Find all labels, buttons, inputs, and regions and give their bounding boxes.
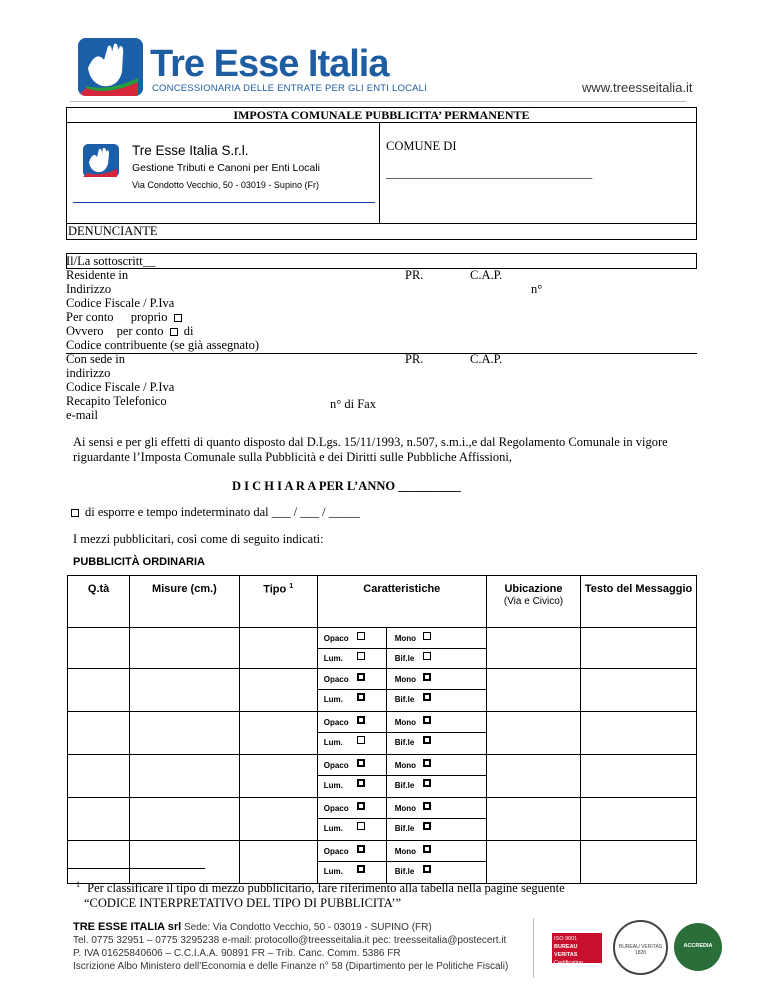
header-divider bbox=[70, 101, 686, 102]
hand-logo-icon bbox=[78, 38, 143, 96]
cell-testo[interactable] bbox=[581, 798, 697, 841]
footnote-line-2: “CODICE INTERPRETATIVO DEL TIPO DI PUBBLICITA’” bbox=[84, 896, 402, 911]
checkbox-mono[interactable] bbox=[423, 759, 431, 767]
cell-caratteristiche bbox=[317, 628, 486, 669]
cell-ubicazione[interactable] bbox=[486, 669, 580, 712]
bv-name: BUREAU VERITAS bbox=[554, 944, 578, 958]
th-tipo: Tipo $^1$ bbox=[239, 576, 317, 628]
footer-company: TRE ESSE ITALIA srl bbox=[73, 921, 182, 933]
company-footer bbox=[73, 921, 508, 973]
footer-line-3: P. IVA 01625840606 – C.C.I.A.A. 90891 FR – Trib. Canc. Comm. 5386 FR bbox=[73, 948, 401, 959]
field-codice-contribuente[interactable]: Codice contribuente (se già assegnato) bbox=[66, 338, 259, 352]
checkbox-lum[interactable] bbox=[357, 822, 365, 830]
checkbox-opaco[interactable] bbox=[357, 632, 365, 640]
small-logo bbox=[83, 144, 119, 177]
label-lum: Lum. bbox=[323, 738, 343, 747]
th-caratteristiche: Caratteristiche bbox=[317, 576, 486, 628]
field-recapito[interactable]: Recapito Telefonico bbox=[66, 394, 167, 408]
denunciante-label: DENUNCIANTE bbox=[68, 224, 158, 238]
label-mono: Mono bbox=[394, 761, 417, 770]
label-bifle: Bif.le bbox=[394, 781, 415, 790]
field-cap-2: C.A.P. bbox=[470, 352, 503, 366]
bureau-veritas-seal-icon bbox=[613, 920, 668, 975]
table-header-row bbox=[68, 576, 697, 628]
label-mono: Mono bbox=[394, 675, 417, 684]
legal-text-2: riguardante l’Imposta Comunale sulla Pubblicità e dei Diritti sulle Pubbliche Affissioni, bbox=[73, 450, 512, 464]
field-residente[interactable]: Residente in bbox=[66, 268, 129, 282]
label-lum: Lum. bbox=[323, 695, 343, 704]
checkbox-mono[interactable] bbox=[423, 845, 431, 853]
cell-testo[interactable] bbox=[581, 628, 697, 669]
cell-ubicazione[interactable] bbox=[486, 628, 580, 669]
company-desc: Gestione Tributi e Canoni per Enti Locali bbox=[132, 162, 320, 174]
field-codice-fiscale[interactable]: Codice Fiscale / P.Iva bbox=[66, 296, 175, 310]
cell-misure[interactable] bbox=[130, 712, 240, 755]
field-con-sede[interactable]: Con sede in bbox=[66, 352, 126, 366]
field-indirizzo-2[interactable]: indirizzo bbox=[66, 366, 111, 380]
th-misure: Misure (cm.) bbox=[130, 576, 240, 628]
table-row bbox=[68, 628, 697, 669]
checkbox-per-conto-di[interactable] bbox=[170, 328, 178, 336]
checkbox-bifle[interactable] bbox=[423, 822, 431, 830]
checkbox-bifle[interactable] bbox=[423, 736, 431, 744]
footer-line-2: Tel. 0775 32951 – 0775 3295238 e-mail: protocollo@treesseitalia.it pec: treesseitalia@postecert.it bbox=[73, 935, 507, 946]
row-per-conto-proprio bbox=[66, 310, 185, 325]
footer-divider bbox=[533, 918, 534, 978]
cell-ubicazione[interactable] bbox=[486, 712, 580, 755]
footer-line-4: Iscrizione Albo Ministero dell’Economia e delle Finanze n° 58 (Dipartimento per le Politiche Fiscali) bbox=[73, 961, 509, 972]
cell-inner-rule bbox=[318, 732, 486, 733]
comune-field[interactable]: _________________________________ bbox=[386, 166, 593, 180]
field-pr-2: PR. bbox=[405, 352, 424, 366]
th-qta: Q.tà bbox=[68, 576, 130, 628]
company-logo bbox=[78, 38, 143, 96]
cell-inner-divider bbox=[386, 755, 387, 797]
footer-line-1: Sede: Via Condotto Vecchio, 50 - 03019 - SUPINO (FR) bbox=[183, 922, 432, 933]
checkbox-bifle[interactable] bbox=[423, 779, 431, 787]
cell-inner-rule bbox=[318, 818, 486, 819]
advertising-table bbox=[67, 575, 697, 884]
table-row bbox=[68, 798, 697, 841]
row-esporre bbox=[71, 505, 360, 520]
label-opaco: Opaco bbox=[323, 804, 349, 813]
cell-tipo[interactable] bbox=[239, 755, 317, 798]
field-fax[interactable]: n° di Fax bbox=[330, 397, 376, 411]
label-mono: Mono bbox=[394, 718, 417, 727]
checkbox-esporre[interactable] bbox=[71, 509, 79, 517]
form-title: IMPOSTA COMUNALE PUBBLICITA’ PERMANENTE bbox=[233, 108, 530, 122]
cell-testo[interactable] bbox=[581, 712, 697, 755]
th-testo: Testo del Messaggio bbox=[581, 576, 697, 628]
cell-ubicazione[interactable] bbox=[486, 755, 580, 798]
footnote bbox=[76, 877, 565, 911]
label-opaco: Opaco bbox=[323, 718, 349, 727]
company-underline bbox=[73, 202, 375, 203]
cell-inner-divider bbox=[386, 798, 387, 840]
cell-ubicazione[interactable] bbox=[486, 798, 580, 841]
cell-testo[interactable] bbox=[581, 755, 697, 798]
checkbox-mono[interactable] bbox=[423, 802, 431, 810]
cell-misure[interactable] bbox=[130, 628, 240, 669]
bv-cert: Certification bbox=[554, 960, 584, 966]
field-sottoscritto[interactable]: Il/La sottoscritt__ bbox=[66, 254, 156, 268]
cell-inner-divider bbox=[386, 669, 387, 711]
row-ovvero bbox=[66, 324, 193, 339]
checkbox-opaco[interactable] bbox=[357, 845, 365, 853]
cell-inner-rule bbox=[318, 648, 486, 649]
checkbox-lum[interactable] bbox=[357, 865, 365, 873]
cell-caratteristiche bbox=[317, 712, 486, 755]
field-email[interactable]: e-mail bbox=[66, 408, 98, 422]
accredia-seal-icon bbox=[674, 923, 722, 971]
section-heading: PUBBLICITÀ ORDINARIA bbox=[73, 556, 205, 568]
cell-misure[interactable] bbox=[130, 669, 240, 712]
table-row bbox=[68, 755, 697, 798]
comune-label: COMUNE DI bbox=[386, 139, 457, 153]
brand-title: Tre Esse Italia bbox=[150, 43, 389, 85]
field-cap: C.A.P. bbox=[470, 268, 503, 282]
field-codice-fiscale-2[interactable]: Codice Fiscale / P.Iva bbox=[66, 380, 175, 394]
bv-iso: ISO 9001 bbox=[554, 936, 578, 942]
checkbox-opaco[interactable] bbox=[357, 716, 365, 724]
label-mono: Mono bbox=[394, 634, 417, 643]
checkbox-mono[interactable] bbox=[423, 716, 431, 724]
cell-inner-divider bbox=[386, 712, 387, 754]
label-bifle: Bif.le bbox=[394, 695, 415, 704]
cell-inner-rule bbox=[318, 689, 486, 690]
bv-seal-text: BUREAU VERITAS 1828 bbox=[618, 944, 663, 956]
cell-qta[interactable] bbox=[68, 669, 130, 712]
checkbox-opaco[interactable] bbox=[357, 802, 365, 810]
cell-qta[interactable] bbox=[68, 755, 130, 798]
cell-caratteristiche bbox=[317, 755, 486, 798]
company-address: Via Condotto Vecchio, 50 - 03019 - Supino (Fr) bbox=[132, 180, 319, 190]
label-bifle: Bif.le bbox=[394, 738, 415, 747]
cell-caratteristiche bbox=[317, 669, 486, 712]
label-lum: Lum. bbox=[323, 781, 343, 790]
cell-testo[interactable] bbox=[581, 841, 697, 884]
field-numero: n° bbox=[531, 282, 543, 296]
checkbox-proprio[interactable] bbox=[174, 314, 182, 322]
accredia-text: ACCREDIA bbox=[683, 943, 713, 949]
form-title-box bbox=[66, 107, 697, 123]
fields-rule-1 bbox=[66, 268, 697, 269]
cell-qta[interactable] bbox=[68, 798, 130, 841]
label-opaco: Opaco bbox=[323, 675, 349, 684]
checkbox-opaco[interactable] bbox=[357, 673, 365, 681]
table-row bbox=[68, 669, 697, 712]
checkbox-opaco[interactable] bbox=[357, 759, 365, 767]
label-lum: Lum. bbox=[323, 824, 343, 833]
label-opaco: Opaco bbox=[323, 634, 349, 643]
fields-rule-2 bbox=[66, 353, 697, 354]
label-ovvero: Ovvero bbox=[66, 324, 104, 338]
checkbox-lum[interactable] bbox=[357, 652, 365, 660]
denunciante-box bbox=[66, 223, 697, 240]
bureau-veritas-badge bbox=[552, 933, 602, 966]
field-pr: PR. bbox=[405, 268, 424, 282]
cell-misure[interactable] bbox=[130, 798, 240, 841]
website-url[interactable]: www.treesseitalia.it bbox=[582, 80, 693, 95]
footnote-number: 1 bbox=[76, 880, 80, 889]
label-bifle: Bif.le bbox=[394, 824, 415, 833]
label-mono: Mono bbox=[394, 847, 417, 856]
label-bifle: Bif.le bbox=[394, 654, 415, 663]
cell-inner-rule bbox=[318, 775, 486, 776]
field-indirizzo[interactable]: Indirizzo bbox=[66, 282, 112, 296]
brand-subtitle: CONCESSIONARIA DELLE ENTRATE PER GLI ENTI LOCALI bbox=[152, 83, 427, 94]
cell-tipo[interactable] bbox=[239, 798, 317, 841]
checkbox-lum[interactable] bbox=[357, 779, 365, 787]
fields-top-border bbox=[66, 253, 697, 269]
legal-text-1: Ai sensi e per gli effetti di quanto disposto dal D.Lgs. 15/11/1993, n.507, s.m.i.,e dal Regolamento Comunale in vigore bbox=[73, 435, 668, 449]
checkbox-lum[interactable] bbox=[357, 693, 365, 701]
cell-tipo[interactable] bbox=[239, 669, 317, 712]
checkbox-mono[interactable] bbox=[423, 632, 431, 640]
label-per-conto-2: per conto bbox=[116, 324, 164, 338]
cell-tipo[interactable] bbox=[239, 628, 317, 669]
footnote-rule bbox=[67, 868, 205, 869]
cell-inner-rule bbox=[318, 861, 486, 862]
mezzi-text: I mezzi pubblicitari, così come di seguito indicati: bbox=[73, 532, 324, 546]
label-lum: Lum. bbox=[323, 867, 343, 876]
dichiara-heading: D I C H I A R A PER L’ANNO __________ bbox=[232, 479, 461, 493]
checkbox-bifle[interactable] bbox=[423, 652, 431, 660]
cell-testo[interactable] bbox=[581, 669, 697, 712]
label-lum: Lum. bbox=[323, 654, 343, 663]
checkbox-bifle[interactable] bbox=[423, 865, 431, 873]
cell-qta[interactable] bbox=[68, 712, 130, 755]
th-ubicazione: Ubicazione (Via e Civico) bbox=[486, 576, 580, 628]
cell-qta[interactable] bbox=[68, 628, 130, 669]
label-di: di bbox=[183, 324, 194, 338]
hand-small-icon bbox=[83, 144, 119, 177]
label-mono: Mono bbox=[394, 804, 417, 813]
label-esporre: di esporre e tempo indeterminato dal ___ / ___ / _____ bbox=[85, 505, 360, 519]
table-row bbox=[68, 712, 697, 755]
company-name: Tre Esse Italia S.r.l. bbox=[132, 143, 249, 158]
footnote-line-1: Per classificare il tipo di mezzo pubblicitario, fare riferimento alla tabella nella pagine seguente bbox=[87, 881, 565, 896]
label-bifle: Bif.le bbox=[394, 867, 415, 876]
cell-caratteristiche bbox=[317, 798, 486, 841]
checkbox-bifle[interactable] bbox=[423, 693, 431, 701]
company-divider bbox=[379, 122, 380, 224]
label-opaco: Opaco bbox=[323, 847, 349, 856]
label-opaco: Opaco bbox=[323, 761, 349, 770]
checkbox-lum[interactable] bbox=[357, 736, 365, 744]
cell-misure[interactable] bbox=[130, 755, 240, 798]
checkbox-mono[interactable] bbox=[423, 673, 431, 681]
cell-tipo[interactable] bbox=[239, 712, 317, 755]
label-proprio: proprio bbox=[130, 310, 168, 324]
label-per-conto: Per conto bbox=[66, 310, 114, 324]
